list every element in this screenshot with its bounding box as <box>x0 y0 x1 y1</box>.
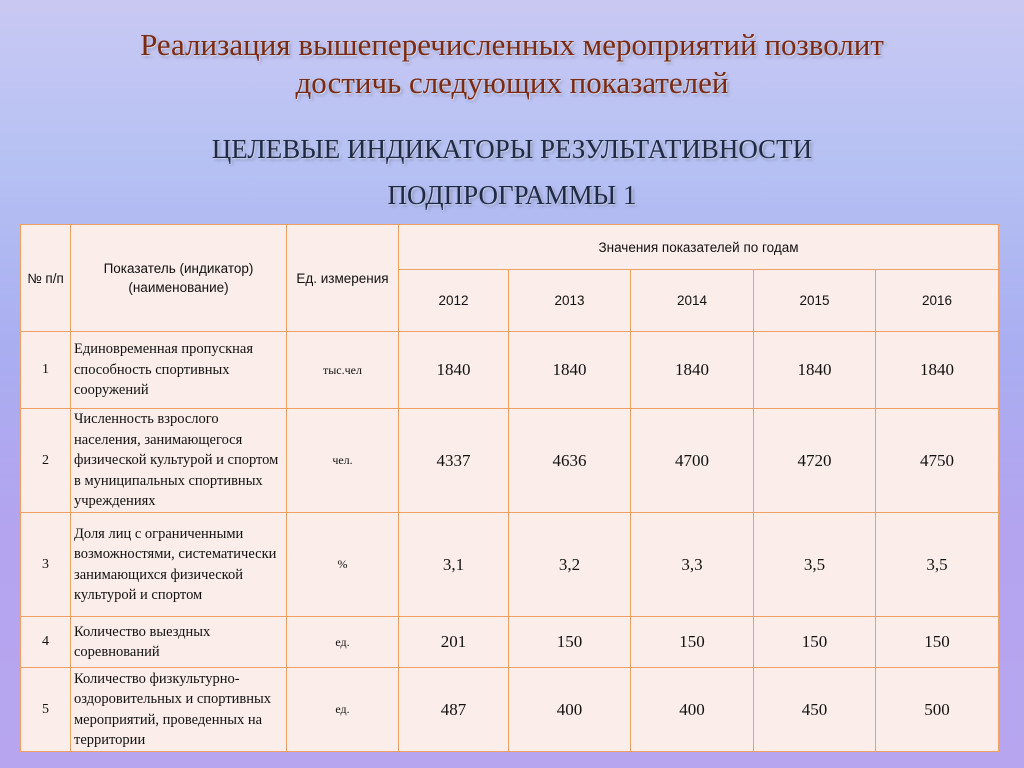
table-row <box>21 332 999 409</box>
header-values-by-year: Значения показателей по годам <box>399 225 999 270</box>
header-num: № п/п <box>21 225 71 332</box>
row-unit: ед. <box>287 617 399 668</box>
row-value-2016: 150 <box>876 617 999 668</box>
row-value-2013: 4636 <box>509 409 631 513</box>
row-indicator-name: Количество выездных соревнований <box>71 617 287 668</box>
slide-subtitle-line-2: ПОДПРОГРАММЫ 1 <box>387 180 637 210</box>
slide-subtitle <box>0 126 1024 218</box>
row-value-2014: 1840 <box>631 332 754 409</box>
row-num: 3 <box>21 513 71 617</box>
row-value-2015: 3,5 <box>754 513 876 617</box>
header-indicator: Показатель (индикатор) (наименование) <box>71 225 287 332</box>
row-indicator-name: Единовременная пропускная способность спортивных сооружений <box>71 332 287 409</box>
row-value-2016: 4750 <box>876 409 999 513</box>
row-value-2013: 150 <box>509 617 631 668</box>
table-row <box>21 513 999 617</box>
row-value-2014: 150 <box>631 617 754 668</box>
row-indicator-name: Доля лиц с ограниченными возможностями, систематически занимающихся физической культурой и спортом <box>71 513 287 617</box>
header-year: 2015 <box>754 270 876 332</box>
row-value-2015: 4720 <box>754 409 876 513</box>
table-row <box>21 409 999 513</box>
row-value-2016: 1840 <box>876 332 999 409</box>
row-value-2012: 201 <box>399 617 509 668</box>
slide-title-line-2: достичь следующих показателей <box>295 65 729 100</box>
row-unit: % <box>287 513 399 617</box>
row-value-2013: 1840 <box>509 332 631 409</box>
row-num: 1 <box>21 332 71 409</box>
row-unit: ед. <box>287 668 399 752</box>
row-num: 5 <box>21 668 71 752</box>
row-value-2012: 487 <box>399 668 509 752</box>
row-value-2015: 450 <box>754 668 876 752</box>
row-value-2012: 4337 <box>399 409 509 513</box>
row-unit: тыс.чел <box>287 332 399 409</box>
row-value-2015: 150 <box>754 617 876 668</box>
header-year: 2012 <box>399 270 509 332</box>
row-indicator-name: Количество физкультурно-оздоровительных и спортивных мероприятий, проведенных на территории <box>71 668 287 752</box>
row-value-2014: 400 <box>631 668 754 752</box>
indicators-table <box>20 224 999 752</box>
row-value-2014: 3,3 <box>631 513 754 617</box>
row-value-2015: 1840 <box>754 332 876 409</box>
table-row <box>21 617 999 668</box>
row-value-2016: 3,5 <box>876 513 999 617</box>
header-unit: Ед. измерения <box>287 225 399 332</box>
header-year: 2016 <box>876 270 999 332</box>
row-indicator-name: Численность взрослого населения, занимающегося физической культурой и спортом в муниципальных спортивных учреждениях <box>71 409 287 513</box>
slide-subtitle-line-1: ЦЕЛЕВЫЕ ИНДИКАТОРЫ РЕЗУЛЬТАТИВНОСТИ <box>211 134 813 164</box>
row-num: 2 <box>21 409 71 513</box>
slide-title-line-1: Реализация вышеперечисленных мероприятий позволит <box>140 27 884 62</box>
row-value-2013: 400 <box>509 668 631 752</box>
row-value-2014: 4700 <box>631 409 754 513</box>
header-row-1 <box>21 225 999 270</box>
row-value-2013: 3,2 <box>509 513 631 617</box>
slide-title <box>0 26 1024 102</box>
row-unit: чел. <box>287 409 399 513</box>
header-year: 2014 <box>631 270 754 332</box>
header-year: 2013 <box>509 270 631 332</box>
table-row <box>21 668 999 752</box>
row-value-2012: 3,1 <box>399 513 509 617</box>
row-value-2012: 1840 <box>399 332 509 409</box>
row-value-2016: 500 <box>876 668 999 752</box>
row-num: 4 <box>21 617 71 668</box>
